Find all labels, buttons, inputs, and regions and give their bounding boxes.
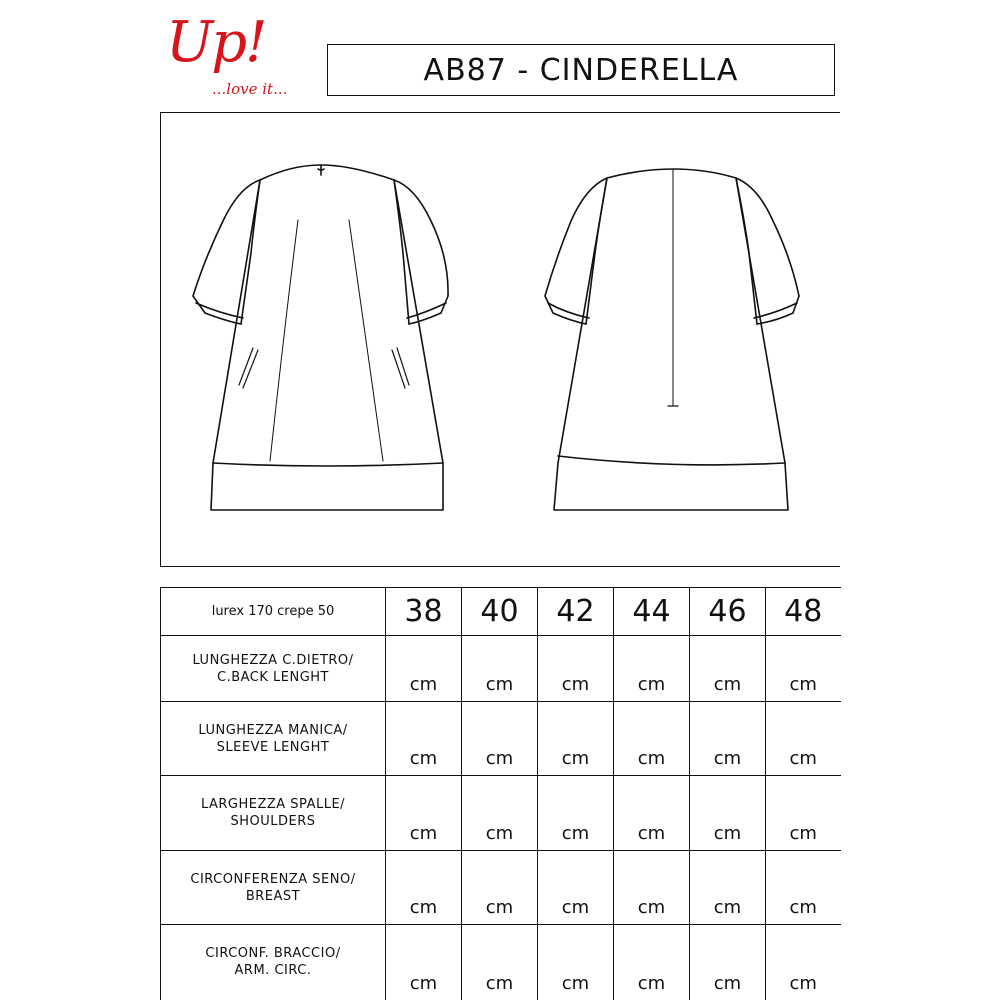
measure-cell: cm	[766, 636, 841, 702]
row-label-sleeve-length	[161, 702, 386, 776]
measure-cell: cm	[538, 925, 614, 1000]
table-row	[161, 636, 841, 702]
front-dress-drawing	[193, 165, 448, 510]
row-label-line1: LARGHEZZA SPALLE/	[200, 797, 346, 812]
table-row	[161, 776, 841, 851]
measure-cell: cm	[462, 851, 538, 925]
measure-cell: cm	[538, 851, 614, 925]
table-row	[161, 925, 841, 1000]
technical-drawing-frame	[160, 112, 840, 567]
measure-cell: cm	[386, 702, 462, 776]
row-label-line1: CIRCONF. BRACCIO/	[205, 946, 341, 962]
measure-cell: cm	[614, 925, 690, 1000]
logo-tagline: ...love it...	[212, 80, 288, 98]
row-label-line2: ARM. CIRC.	[234, 963, 312, 979]
row-label-back-length	[161, 636, 386, 702]
measure-cell: cm	[538, 636, 614, 702]
row-label-line2: BREAST	[245, 888, 301, 904]
row-label-shoulders	[161, 776, 386, 851]
measure-cell: cm	[614, 851, 690, 925]
fabric-composition: lurex 170 crepe 50	[161, 588, 386, 636]
size-42: 42	[538, 588, 614, 636]
measure-cell: cm	[462, 776, 538, 851]
brand-logo	[160, 10, 310, 105]
measure-cell: cm	[690, 925, 766, 1000]
row-label-line2: SHOULDERS	[230, 814, 316, 829]
row-label-line1: LUNGHEZZA C.DIETRO/	[192, 652, 354, 668]
measure-cell: cm	[690, 702, 766, 776]
technical-drawing	[161, 113, 841, 568]
page-title: AB87 - CINDERELLA	[423, 52, 739, 88]
back-dress-drawing	[545, 169, 799, 510]
measure-cell: cm	[614, 702, 690, 776]
row-label-line2: SLEEVE LENGHT	[216, 739, 330, 755]
row-label-line1: LUNGHEZZA MANICA/	[198, 722, 348, 738]
row-label-arm-circ	[161, 925, 386, 1000]
measure-cell: cm	[766, 851, 841, 925]
measure-cell: cm	[690, 636, 766, 702]
measure-cell: cm	[766, 776, 841, 851]
table-row	[161, 702, 841, 776]
row-label-breast	[161, 851, 386, 925]
measure-cell: cm	[614, 636, 690, 702]
size-header-row	[161, 588, 841, 636]
logo-brand-text: Up!	[166, 10, 266, 75]
measure-cell: cm	[386, 925, 462, 1000]
measure-cell: cm	[462, 925, 538, 1000]
table-row	[161, 851, 841, 925]
size-48: 48	[766, 588, 841, 636]
size-table	[160, 587, 841, 1000]
measure-cell: cm	[690, 776, 766, 851]
measure-cell: cm	[766, 702, 841, 776]
measure-cell: cm	[538, 702, 614, 776]
measure-cell: cm	[538, 776, 614, 851]
size-38: 38	[386, 588, 462, 636]
row-label-line2: C.BACK LENGHT	[217, 669, 329, 685]
size-46: 46	[690, 588, 766, 636]
size-44: 44	[614, 588, 690, 636]
measure-cell: cm	[386, 776, 462, 851]
measure-cell: cm	[386, 851, 462, 925]
measure-cell: cm	[690, 851, 766, 925]
measure-cell: cm	[614, 776, 690, 851]
size-40: 40	[462, 588, 538, 636]
title-box	[327, 44, 835, 96]
measure-cell: cm	[462, 636, 538, 702]
measure-cell: cm	[386, 636, 462, 702]
row-label-line1: CIRCONFERENZA SENO/	[190, 871, 356, 887]
measure-cell: cm	[462, 702, 538, 776]
measure-cell: cm	[766, 925, 841, 1000]
